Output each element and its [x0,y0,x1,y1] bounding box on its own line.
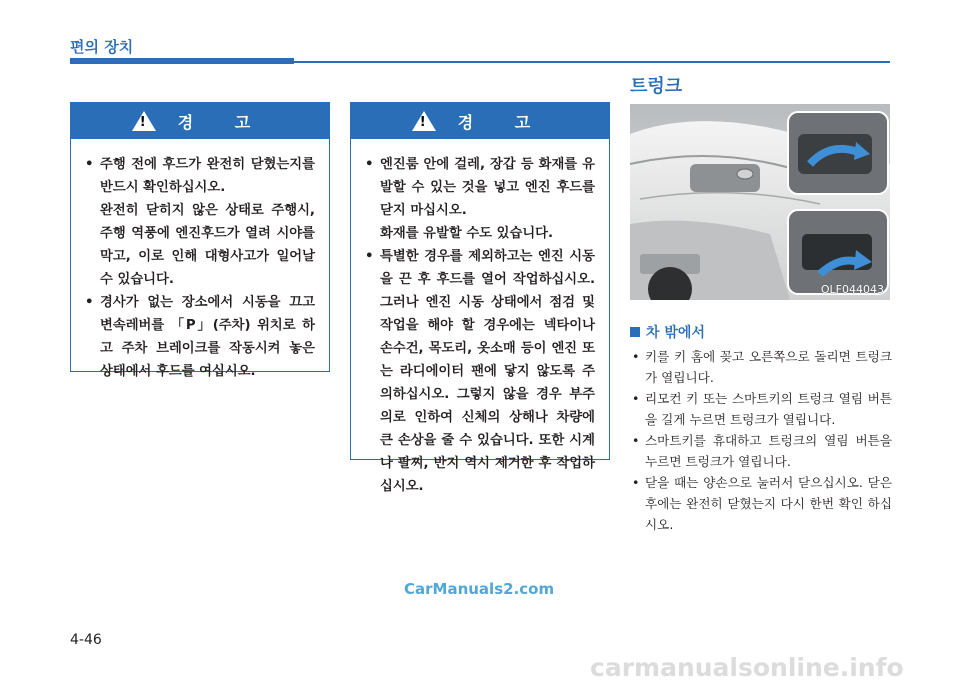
trunk-illustration [630,104,890,300]
watermark-link[interactable]: CarManuals2.com [404,580,555,598]
list-item: • 스마트키를 휴대하고 트렁크의 열림 버튼을 누르면 트렁크가 열립니다. [630,430,892,472]
warning-item: • 주행 전에 후드가 완전히 닫혔는지를 반드시 확인하십시오. [83,153,315,199]
trunk-photo [630,104,890,300]
header-rule-thick [70,58,294,64]
header-rule-thin [294,61,890,63]
section-title-header: 편의 장치 [70,38,134,56]
warning-box-middle [350,102,610,494]
square-bullet-icon [630,327,640,337]
warning-item: • 특별한 경우를 제외하고는 엔진 시동을 끈 후 후드를 열어 작업하십시오. 그러나 엔진 시동 상태에서 점검 및 작업을 해야 할 경우에는 넥타이나 손수건, 목도리, 옷소매 등이 엔진 또는 라디에이터 팬에 닿지 않도록 주의하십시오. 그렇지 않을 경우 부주의로 인하여 신체의 상해나 차량에 큰 손상을 줄 수 있습니다. 또한 시계나 팔찌, 반지 역시 제거한 후 작업하십시오. [363,245,595,498]
warning-title: 경 고 [177,112,269,132]
warning-body [71,139,329,395]
list-item: • 키를 키 홈에 꽂고 오른쪽으로 돌리면 트렁크가 열립니다. [630,346,892,388]
warning-title: 경 고 [457,112,549,132]
warning-triangle-icon [132,111,156,131]
trunk-instructions [630,346,892,535]
warning-header [71,103,329,139]
warning-box-left [70,102,330,379]
warning-subparagraph: 화재를 유발할 수도 있습니다. [380,226,554,241]
warning-item: • 엔진룸 안에 걸레, 장갑 등 화재를 유발할 수 있는 것을 넣고 엔진 후드를 닫지 마십시오. [363,153,595,222]
footer-watermark: carmanualsonline.info [590,653,904,682]
warning-subparagraph: 완전히 닫히지 않은 상태로 주행시, 주행 역풍에 엔진후드가 열려 시야를 막고, 이로 인해 대형사고가 일어날 수 있습니다. [100,203,315,287]
subsection-title: 차 밖에서 [646,325,705,341]
warning-item: • 경사가 없는 장소에서 시동을 끄고 변속레버를 「P」(주차) 위치로 하고 주차 브레이크를 작동시켜 놓은 상태에서 후드를 여십시오. [83,291,315,383]
image-code-label: OLF044043 [820,283,884,296]
trunk-section-title: 트렁크 [630,76,683,97]
warning-triangle-icon [412,111,436,131]
warning-body [351,139,609,510]
subsection-heading [630,322,705,342]
list-item: • 리모컨 키 또는 스마트키의 트렁크 열림 버튼을 길게 누르면 트렁크가 열립니다. [630,388,892,430]
page-number: 4-46 [70,632,102,648]
warning-header [351,103,609,139]
list-item: • 닫을 때는 양손으로 눌러서 닫으십시오. 닫은 후에는 완전히 닫혔는지 다시 한번 확인 하십시오. [630,472,892,535]
